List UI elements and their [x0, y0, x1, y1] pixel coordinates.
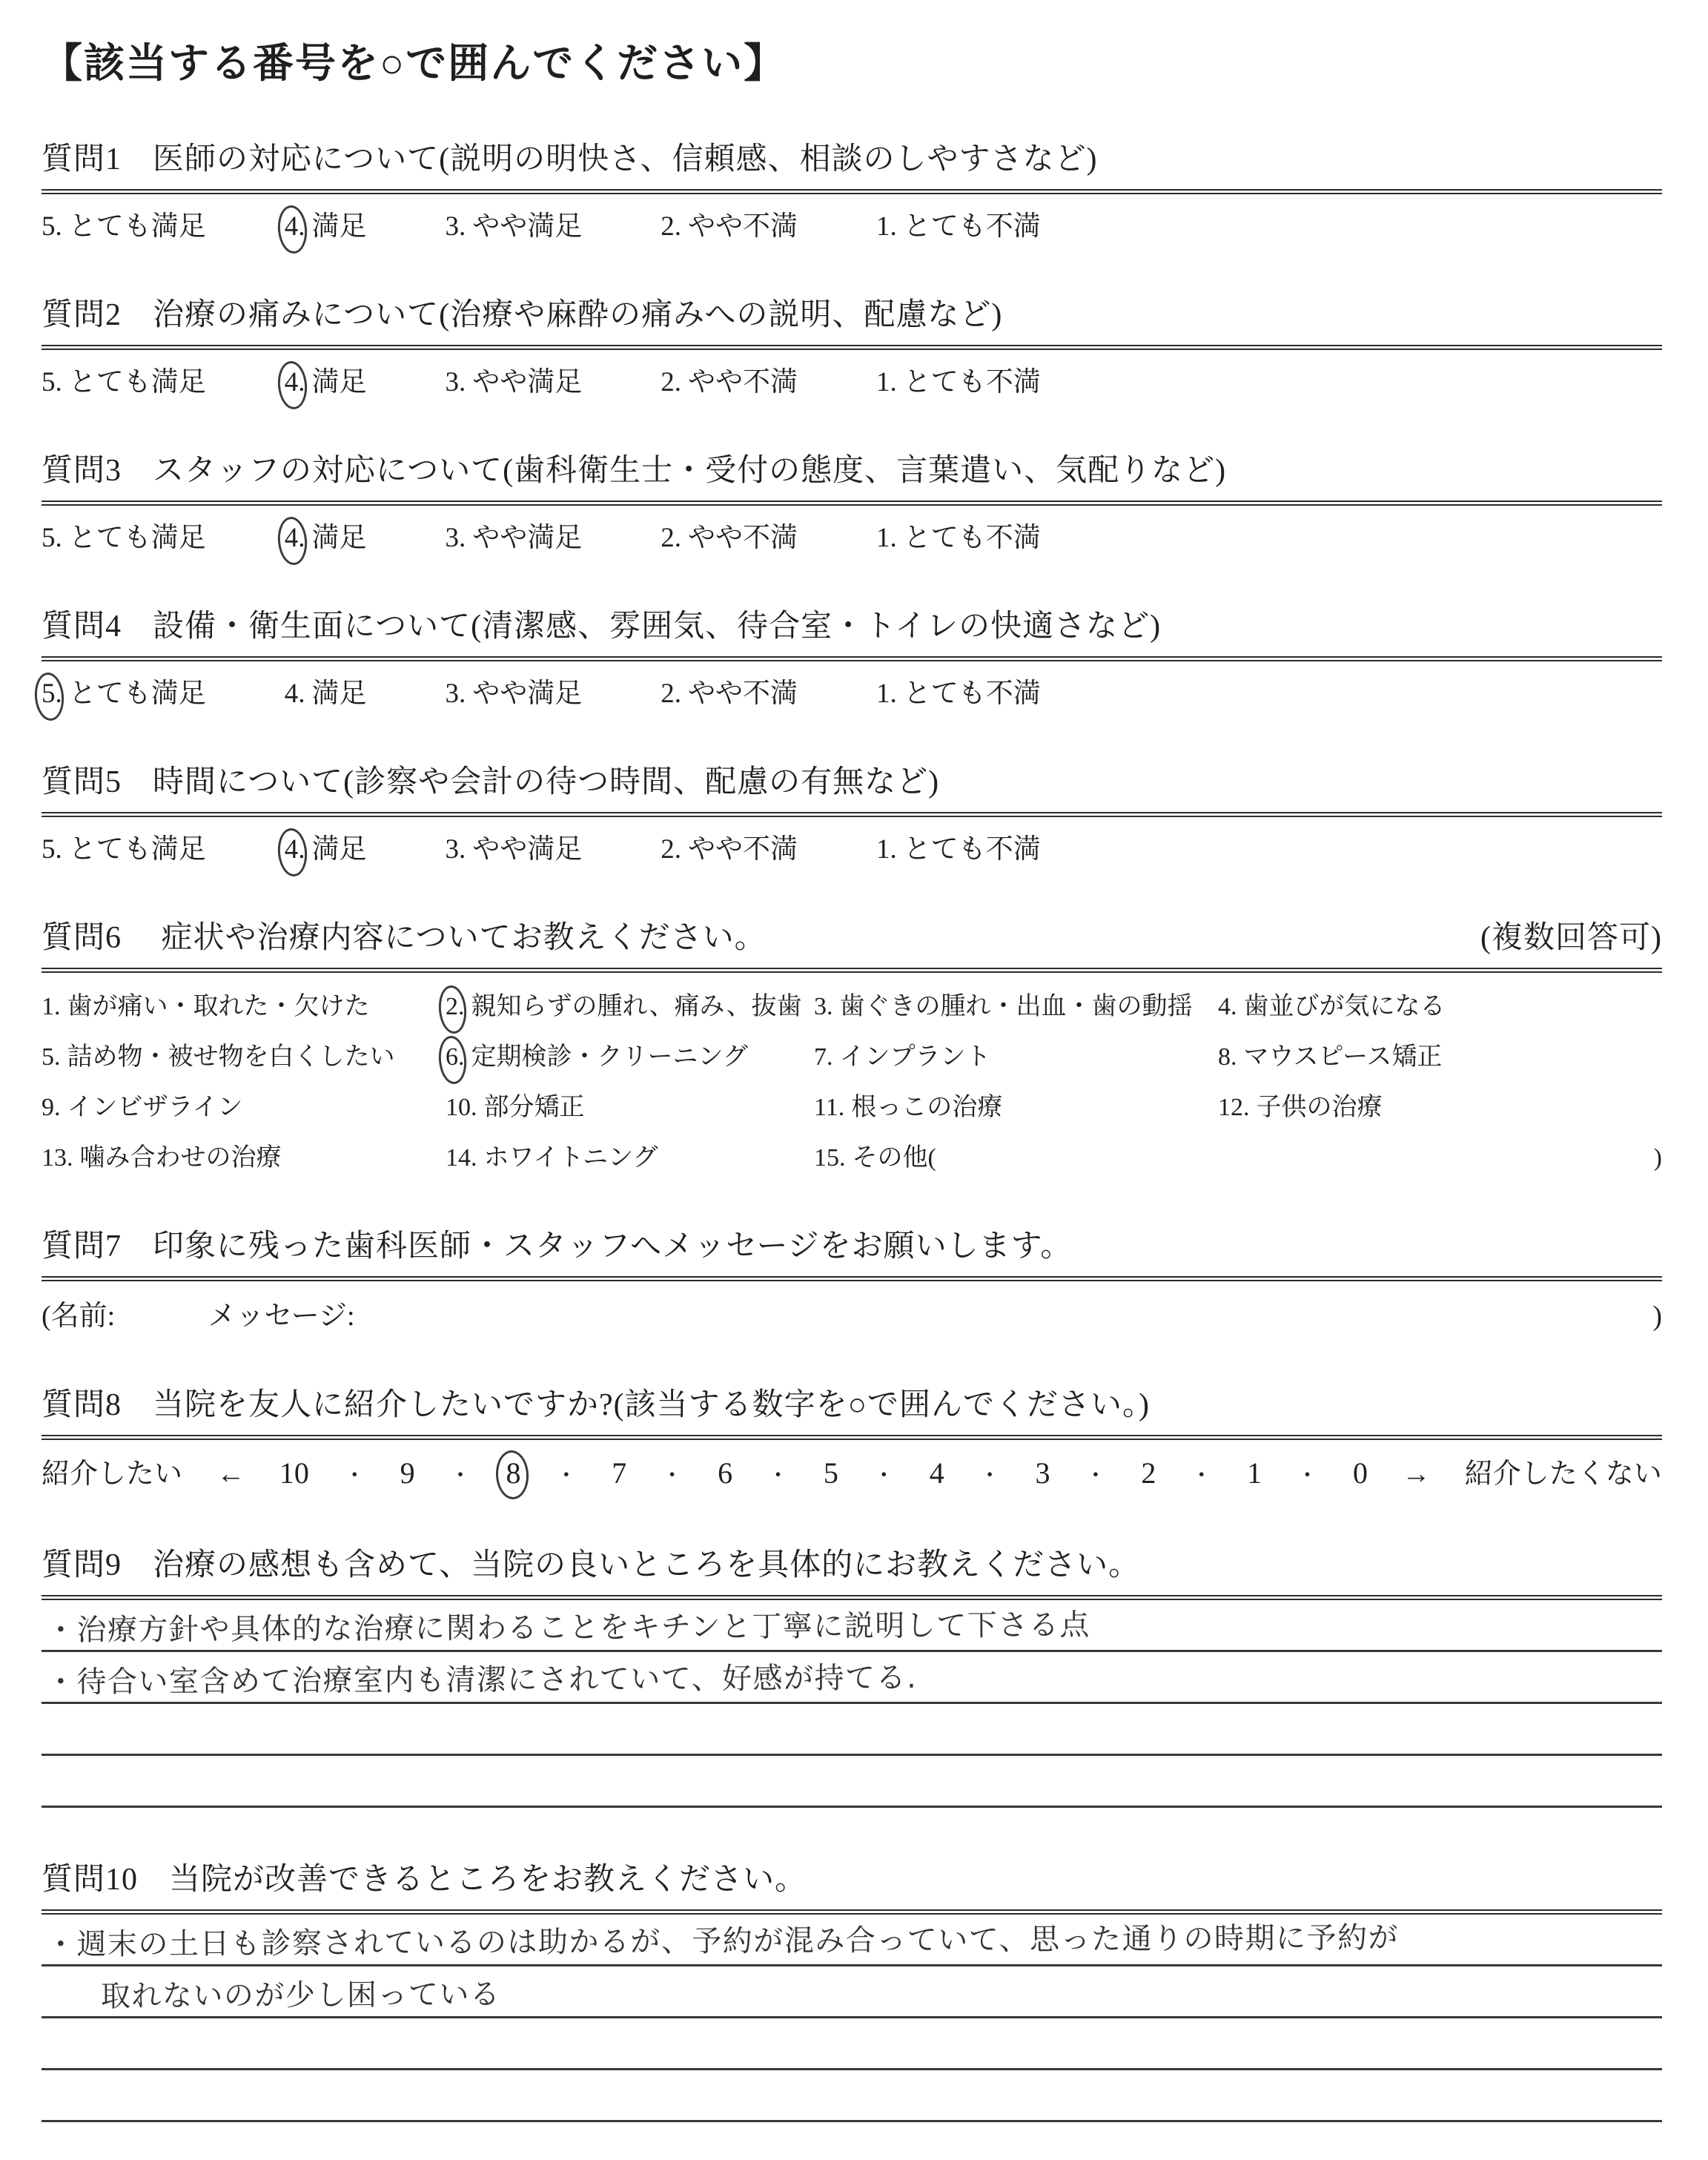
nps-right-label: 紹介したくない: [1464, 1459, 1662, 1490]
question-heading-text: 時間について(診察や会計の待つ時間、配慮の有無など): [153, 765, 940, 799]
question-heading-text: 印象に残った歯科医師・スタッフへメッセージをお願いします。: [153, 1229, 1073, 1264]
option-text: とても不満: [903, 834, 1041, 865]
option-text: やや不満: [688, 678, 798, 709]
option-text: 歯が痛い・取れた・欠けた: [67, 993, 370, 1020]
option-text: とても不満: [903, 211, 1041, 242]
dot-separator: ・: [661, 1464, 683, 1488]
question-3-heading: [42, 452, 1662, 489]
grid-option: [814, 991, 1218, 1023]
option-text: 満足: [311, 834, 367, 865]
grid-option: [1218, 991, 1662, 1023]
option-text: ホワイトニング: [483, 1144, 658, 1172]
rating-option: [876, 211, 1041, 243]
option-text: とても満足: [68, 834, 206, 865]
option-text: 部分矯正: [483, 1094, 585, 1121]
option-number: 4.: [284, 834, 305, 865]
option-number: 2.: [446, 991, 465, 1023]
option-number: 5.: [42, 367, 62, 397]
nps-number-10: 10: [279, 1456, 309, 1490]
question-10-heading: [42, 1861, 1662, 1898]
grid-option: [446, 1091, 814, 1124]
question-6-heading-left: [42, 919, 767, 957]
rating-option: [285, 678, 367, 710]
nps-number-4: 4: [929, 1456, 944, 1490]
option-number: 2.: [661, 211, 681, 242]
question-label: 質問1: [42, 142, 122, 176]
answer-ruled-line: [42, 1915, 1662, 1966]
option-text: やや不満: [688, 367, 798, 397]
rating-options: [42, 678, 1662, 710]
question-6-heading: [42, 919, 1662, 957]
option-text: とても満足: [68, 523, 206, 553]
option-text: 子供の治療: [1256, 1094, 1383, 1121]
rating-option: [42, 678, 206, 710]
grid-option: [42, 991, 446, 1023]
message-write-in-space: [355, 1299, 1653, 1333]
option-text: 詰め物・被せ物を白くしたい: [67, 1043, 395, 1071]
grid-row: [42, 991, 1662, 1023]
message-answer-line: [42, 1299, 1662, 1333]
close-paren: ): [1652, 1301, 1662, 1332]
question-5-section: [42, 764, 1662, 866]
rating-options: [42, 211, 1662, 243]
option-text: 根っこの治療: [851, 1094, 1003, 1121]
option-number: 2.: [661, 678, 681, 709]
option-number: 1.: [876, 367, 897, 397]
question-label: 質問9: [42, 1548, 122, 1582]
grid-option: [42, 1091, 446, 1124]
option-text: やや満足: [472, 678, 583, 709]
option-text: やや満足: [472, 523, 583, 553]
answer-ruled-line: [42, 2018, 1662, 2070]
rating-option: [661, 522, 798, 555]
rating-option: [446, 833, 583, 866]
option-text: 歯並びが気になる: [1243, 993, 1446, 1020]
dot-separator: ・: [555, 1464, 577, 1488]
heading-rule: [42, 656, 1662, 661]
question-heading-text: 医師の対応について(説明の明快さ、信頼感、相談のしやすさなど): [153, 142, 1098, 176]
option-number: 10.: [446, 1094, 477, 1121]
rating-option: [661, 366, 798, 399]
multi-select-grid: [42, 991, 1662, 1175]
grid-option: [446, 1142, 814, 1175]
option-number: 3.: [445, 678, 466, 709]
right-arrow-icon: →: [1402, 1459, 1431, 1490]
heading-rule: [42, 1435, 1662, 1440]
rating-option: [285, 833, 367, 866]
option-number: 5.: [42, 1043, 61, 1071]
grid-row: [42, 1142, 1662, 1175]
other-write-in-space: [936, 1142, 1654, 1175]
question-2-heading: [42, 297, 1662, 334]
question-7-heading: [42, 1228, 1662, 1265]
option-text: インビザライン: [67, 1094, 243, 1121]
question-heading-text: スタッフの対応について(歯科衛生士・受付の態度、言葉遣い、気配りなど): [153, 454, 1227, 488]
nps-number-7: 7: [612, 1456, 627, 1490]
rating-option: [42, 833, 206, 866]
option-number: 8.: [1218, 1043, 1237, 1071]
question-heading-text: 設備・衛生面について(清潔感、雰囲気、待合室・トイレの快適さなど): [153, 610, 1162, 644]
option-number: 3.: [445, 367, 466, 397]
option-number: 14.: [446, 1144, 477, 1172]
question-8-section: [42, 1387, 1662, 1493]
option-text: インプラント: [839, 1043, 991, 1071]
rating-option: [876, 833, 1041, 866]
option-number: 1.: [876, 211, 897, 242]
option-text: 満足: [311, 523, 367, 553]
rating-option: [661, 678, 798, 710]
option-number: 4.: [284, 523, 305, 553]
page-title: 【該当する番号を○で囲んでください】: [42, 41, 787, 86]
option-text: やや不満: [688, 834, 798, 865]
option-number: 11.: [814, 1094, 845, 1121]
name-label: (名前:: [42, 1301, 116, 1332]
heading-rule: [42, 1276, 1662, 1281]
question-label: 質問2: [42, 298, 122, 332]
option-number: 3.: [445, 211, 466, 242]
option-number: 9.: [42, 1094, 61, 1121]
option-text: 定期検診・クリーニング: [471, 1043, 748, 1071]
handwritten-answer: 取れないのが少し困っている: [100, 1977, 501, 2014]
option-text: とても満足: [68, 367, 206, 397]
rating-option: [42, 211, 206, 243]
nps-number-8: 8: [506, 1456, 521, 1490]
question-heading-text: 当院を友人に紹介したいですか?(該当する数字を○で囲んでください。): [153, 1388, 1150, 1422]
nps-number-2: 2: [1141, 1456, 1156, 1490]
rating-option: [661, 211, 798, 243]
rating-options: [42, 833, 1662, 866]
option-text: やや満足: [472, 834, 583, 865]
option-text: やや不満: [688, 211, 798, 242]
dot-separator: ・: [1190, 1464, 1213, 1488]
heading-rule: [42, 968, 1662, 973]
rating-option: [876, 366, 1041, 399]
rating-option: [876, 678, 1041, 710]
option-text: 満足: [311, 367, 367, 397]
question-heading-text: 治療の感想も含めて、当院の良いところを具体的にお教えください。: [153, 1548, 1141, 1582]
heading-rule: [42, 812, 1662, 817]
heading-rule: [42, 1909, 1662, 1915]
nps-number-0: 0: [1352, 1456, 1368, 1490]
question-3-section: [42, 452, 1662, 555]
question-heading-text: 症状や治療内容についてお教えください。: [161, 921, 767, 955]
answer-ruled-line: [42, 1652, 1662, 1704]
option-number: 2.: [661, 834, 681, 865]
option-number: 2.: [661, 367, 681, 397]
question-label: 質問3: [42, 454, 122, 488]
question-1-heading: [42, 141, 1662, 178]
grid-option-other: [814, 1142, 1662, 1175]
option-number: 3.: [814, 993, 833, 1020]
dot-separator: ・: [449, 1464, 472, 1488]
question-2-section: [42, 297, 1662, 399]
option-number: 3.: [445, 523, 466, 553]
question-4-heading: [42, 608, 1662, 645]
option-number: 15.: [814, 1144, 846, 1172]
question-7-section: [42, 1228, 1662, 1333]
option-text: やや不満: [688, 523, 798, 553]
handwritten-answer: ・週末の土日も診察されているのは助かるが、予約が混み合っていて、思った通りの時期に予約が: [45, 1920, 1400, 1962]
grid-row: [42, 1041, 1662, 1074]
option-number: 4.: [284, 678, 305, 709]
nps-number-9: 9: [400, 1456, 415, 1490]
answer-ruled-line: [42, 1704, 1662, 1756]
grid-option: [814, 1041, 1218, 1074]
option-number: 5.: [42, 523, 62, 553]
option-text: 満足: [311, 211, 367, 242]
heading-rule: [42, 1595, 1662, 1600]
option-number: 6.: [446, 1041, 465, 1074]
dot-separator: ・: [979, 1464, 1002, 1488]
grid-option: [1218, 1041, 1662, 1074]
question-6-section: [42, 919, 1662, 1175]
close-paren: ): [1653, 1144, 1662, 1172]
option-text: とても不満: [903, 523, 1041, 553]
rating-option: [42, 522, 206, 555]
option-number: 4.: [284, 211, 305, 242]
grid-option: [42, 1041, 446, 1074]
dot-separator: ・: [1296, 1464, 1319, 1488]
question-label: 質問4: [42, 610, 122, 644]
handwritten-answer: ・待合い室含めて治療室内も清潔にされていて、好感が持てる.: [45, 1660, 918, 1700]
rating-option: [285, 211, 367, 243]
option-number: 1.: [876, 523, 897, 553]
option-number: 2.: [661, 523, 681, 553]
question-heading-text: 治療の痛みについて(治療や麻酔の痛みへの説明、配慮など): [153, 298, 1003, 332]
rating-option: [285, 366, 367, 399]
option-number: 4.: [1218, 993, 1237, 1020]
rating-option: [42, 366, 206, 399]
grid-row: [42, 1091, 1662, 1124]
question-9-section: [42, 1547, 1662, 1808]
handwritten-answer: ・治療方針や具体的な治療に関わることをキチンと丁寧に説明して下さる点: [45, 1608, 1090, 1648]
option-number: 1.: [876, 834, 897, 865]
answer-ruled-line: [42, 2070, 1662, 2122]
rating-option: [446, 678, 583, 710]
option-text: とても満足: [68, 678, 206, 709]
option-number: 4.: [284, 367, 305, 397]
left-arrow-icon: ←: [216, 1459, 245, 1490]
answer-ruled-line: [42, 1756, 1662, 1808]
dot-separator: ・: [767, 1464, 790, 1488]
grid-option: [42, 1142, 446, 1175]
question-label: 質問8: [42, 1388, 122, 1422]
question-5-heading: [42, 764, 1662, 801]
question-4-section: [42, 608, 1662, 710]
option-number: 1.: [42, 993, 61, 1020]
dot-separator: ・: [343, 1464, 366, 1488]
nps-scale: [42, 1456, 1662, 1493]
question-10-section: [42, 1861, 1662, 2122]
nps-number-5: 5: [823, 1456, 838, 1490]
option-text: とても満足: [68, 211, 206, 242]
option-number: 5.: [42, 211, 62, 242]
question-label: 質問7: [42, 1229, 122, 1264]
answer-ruled-line: [42, 1966, 1662, 2018]
rating-option: [446, 211, 583, 243]
rating-options: [42, 366, 1662, 399]
rating-option: [285, 522, 367, 555]
rating-option: [661, 833, 798, 866]
grid-option: [1218, 1091, 1662, 1124]
nps-number-6: 6: [718, 1456, 733, 1490]
rating-option: [446, 366, 583, 399]
grid-option: [446, 991, 814, 1023]
option-text: その他(: [852, 1144, 936, 1172]
heading-rule: [42, 345, 1662, 350]
grid-option: [814, 1091, 1218, 1124]
option-text: やや満足: [472, 211, 583, 242]
option-text: 満足: [311, 678, 367, 709]
question-heading-text: 当院が改善できるところをお教えください。: [169, 1863, 807, 1897]
option-number: 12.: [1218, 1094, 1250, 1121]
option-text: とても不満: [903, 678, 1041, 709]
nps-left-label: 紹介したい: [42, 1459, 183, 1490]
rating-option: [446, 522, 583, 555]
heading-rule: [42, 501, 1662, 506]
question-label: 質問10: [42, 1863, 139, 1897]
option-number: 13.: [42, 1144, 73, 1172]
option-text: やや満足: [472, 367, 583, 397]
rating-options: [42, 522, 1662, 555]
question-label: 質問6: [42, 921, 122, 955]
dot-separator: ・: [1084, 1464, 1107, 1488]
nps-number-1: 1: [1247, 1456, 1262, 1490]
option-text: 歯ぐきの腫れ・出血・歯の動揺: [839, 993, 1193, 1020]
dot-separator: ・: [873, 1464, 896, 1488]
option-number: 5.: [42, 678, 62, 709]
message-label: メッセージ:: [208, 1301, 355, 1332]
grid-option: [446, 1041, 814, 1074]
question-8-heading: [42, 1387, 1662, 1424]
question-label: 質問5: [42, 765, 122, 799]
question-1-section: [42, 141, 1662, 243]
nps-number-3: 3: [1035, 1456, 1050, 1490]
option-number: 3.: [445, 834, 466, 865]
option-number: 1.: [876, 678, 897, 709]
question-9-heading: [42, 1547, 1662, 1584]
answer-ruled-line: [42, 1600, 1662, 1652]
option-text: 噛み合わせの治療: [79, 1144, 282, 1172]
option-number: 5.: [42, 834, 62, 865]
option-text: とても不満: [903, 367, 1041, 397]
option-text: マウスピース矯正: [1243, 1043, 1443, 1071]
heading-rule: [42, 189, 1662, 194]
rating-option: [876, 522, 1041, 555]
option-number: 7.: [814, 1043, 833, 1071]
multi-answer-note: (複数回答可): [1480, 921, 1662, 955]
option-text: 親知らずの腫れ、痛み、抜歯: [471, 993, 802, 1020]
